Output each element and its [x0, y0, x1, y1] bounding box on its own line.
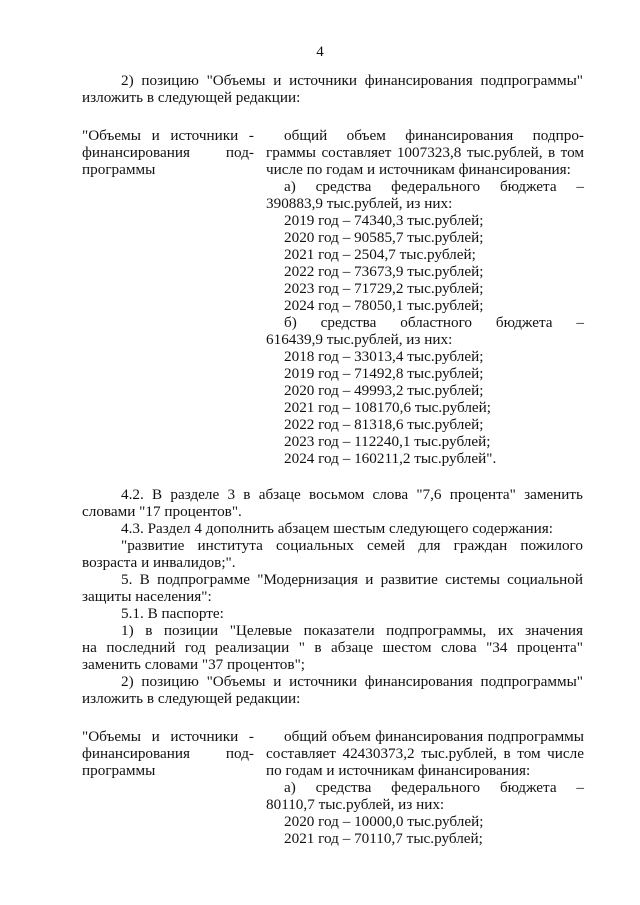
- table2-body-line-6: 2020 год – 10000,0 тыс.рублей;: [284, 813, 484, 830]
- table1-body-line-19: 2023 год – 112240,1 тыс.рублей;: [284, 433, 491, 450]
- table2-body-line-1: общий объем финансирования подпрограммы: [284, 728, 584, 745]
- table1-label-line-3: программы: [82, 161, 156, 178]
- table1-body-line-14: 2018 год – 33013,4 тыс.рублей;: [284, 348, 484, 365]
- para-line-13: изложить в следующей редакции:: [82, 690, 301, 707]
- para-line-12: 2) позицию "Объемы и источники финансирования подпрограммы": [121, 673, 583, 690]
- page-number: 4: [316, 44, 324, 60]
- table1-body-line-11: 2024 год – 78050,1 тыс.рублей;: [284, 297, 484, 314]
- table1-body-line-8: 2021 год – 2504,7 тыс.рублей;: [284, 246, 476, 263]
- table1-body-line-2: граммы составляет 1007323,8 тыс.рублей, в том: [266, 144, 584, 161]
- table1-body-line-16: 2020 год – 49993,2 тыс.рублей;: [284, 382, 484, 399]
- table1-body-line-7: 2020 год – 90585,7 тыс.рублей;: [284, 229, 484, 246]
- table1-body-line-3: числе по годам и источникам финансирования:: [266, 161, 571, 178]
- para-line-7: защиты населения":: [82, 588, 212, 605]
- table2-label-line-2: финансирования под-: [82, 745, 254, 762]
- para-line-6: 5. В подпрограмме "Модернизация и развитие системы социальной: [121, 571, 583, 588]
- table1-label-line-1: "Объемы и источники -: [82, 127, 254, 144]
- table1-body-line-4: а) средства федерального бюджета –: [284, 178, 584, 195]
- table1-body-line-5: 390883,9 тыс.рублей, из них:: [266, 195, 453, 212]
- table1-body-line-9: 2022 год – 73673,9 тыс.рублей;: [284, 263, 484, 280]
- intro1-line-2: изложить в следующей редакции:: [82, 89, 301, 106]
- table1-body-line-17: 2021 год – 108170,6 тыс.рублей;: [284, 399, 492, 416]
- intro1-line-1: 2) позицию "Объемы и источники финансирования подпрограммы": [121, 72, 583, 89]
- para-line-1: 4.2. В разделе 3 в абзаце восьмом слова "7,6 процента" заменить: [121, 486, 583, 503]
- para-line-9: 1) в позиции "Целевые показатели подпрограммы, их значения: [121, 622, 583, 639]
- table2-body-line-3: по годам и источникам финансирования:: [266, 762, 531, 779]
- para-line-10: на последний год реализации " в абзаце шестом слова "34 процента": [82, 639, 583, 656]
- table1-body-line-1: общий объем финансирования подпро-: [284, 127, 584, 144]
- table2-body-line-5: 80110,7 тыс.рублей, из них:: [266, 796, 445, 813]
- table2-body-line-7: 2021 год – 70110,7 тыс.рублей;: [284, 830, 483, 847]
- para-line-3: 4.3. Раздел 4 дополнить абзацем шестым следующего содержания:: [121, 520, 553, 537]
- table1-body-line-10: 2023 год – 71729,2 тыс.рублей;: [284, 280, 484, 297]
- table2-label-line-1: "Объемы и источники -: [82, 728, 254, 745]
- para-line-5: возраста и инвалидов;".: [82, 554, 236, 571]
- table1-body-line-20: 2024 год – 160211,2 тыс.рублей".: [284, 450, 497, 467]
- table1-body-line-13: 616439,9 тыс.рублей, из них:: [266, 331, 453, 348]
- para-line-4: "развитие института социальных семей для граждан пожилого: [121, 537, 583, 554]
- table1-body-line-6: 2019 год – 74340,3 тыс.рублей;: [284, 212, 484, 229]
- table2-label-line-3: программы: [82, 762, 156, 779]
- para-line-11: заменить словами "37 процентов";: [82, 656, 305, 673]
- table1-body-line-18: 2022 год – 81318,6 тыс.рублей;: [284, 416, 484, 433]
- table2-label: [82, 728, 254, 779]
- table1-label-line-2: финансирования под-: [82, 144, 254, 161]
- table2-body-line-4: а) средства федерального бюджета –: [284, 779, 584, 796]
- table1-body-line-12: б) средства областного бюджета –: [284, 314, 584, 331]
- para-line-8: 5.1. В паспорте:: [121, 605, 224, 622]
- table1-label: [82, 127, 254, 178]
- table1-body-line-15: 2019 год – 71492,8 тыс.рублей;: [284, 365, 484, 382]
- para-line-2: словами "17 процентов".: [82, 503, 242, 520]
- table2-body-line-2: составляет 42430373,2 тыс.рублей, в том числе: [266, 745, 584, 762]
